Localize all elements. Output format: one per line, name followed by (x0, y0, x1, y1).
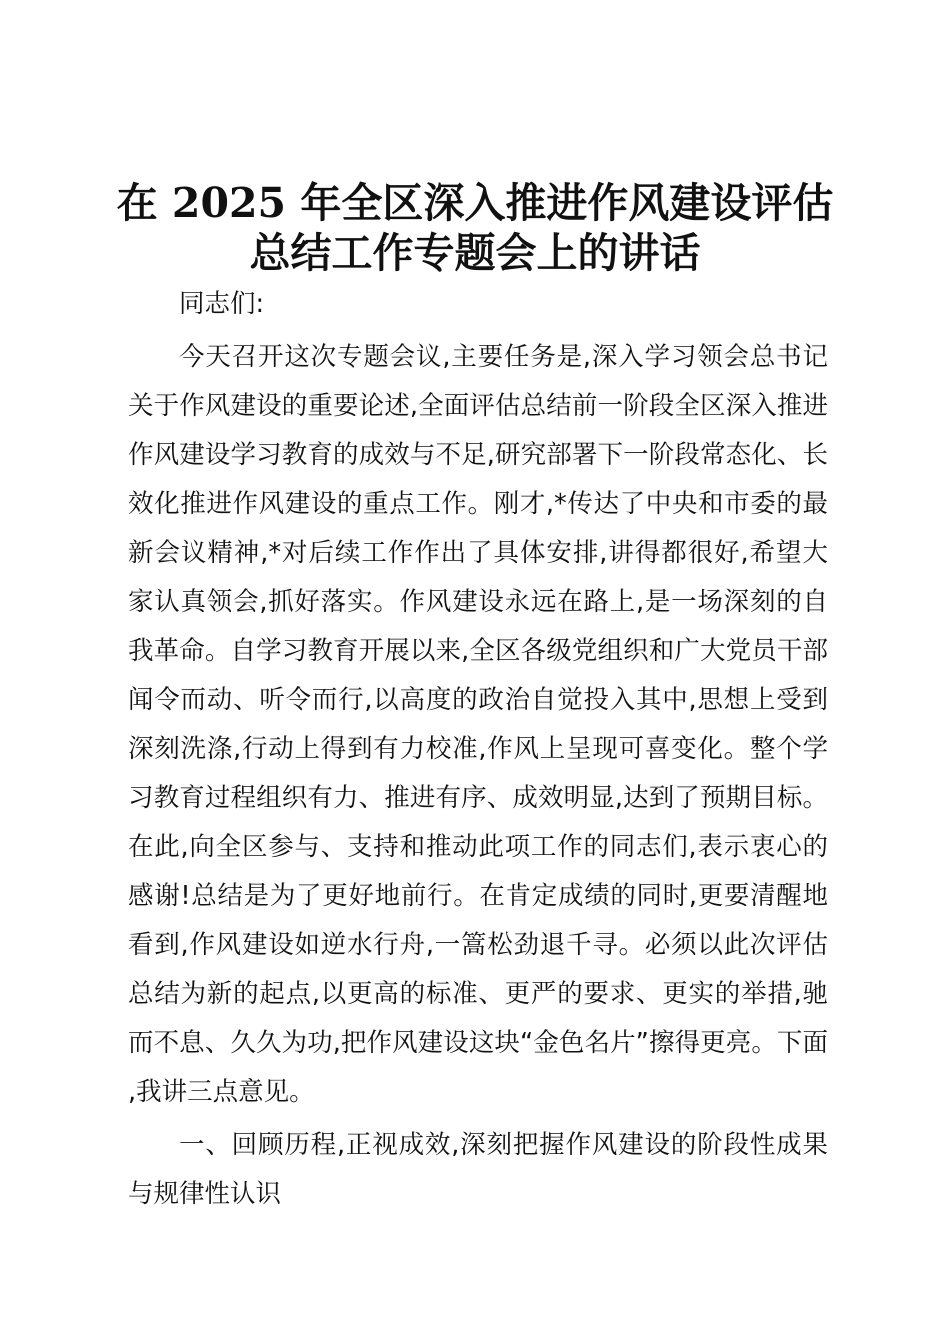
document-body (128, 280, 828, 1219)
salutation: 同志们: (179, 289, 265, 319)
title-line-1: 在 2025 年全区深入推进作风建设评估 (116, 179, 834, 227)
opening-paragraph: 今天召开这次专题会议,主要任务是,深入学习领会总书记关于作风建设的重要论述,全面评估总结前一阶段全区深入推进作风建设学习教育的成效与不足,研究部署下一阶段常态化、长效化推进作风建设的重点工作。刚才,*传达了中央和市委的最新会议精神,*对后续工作作出了具体安排,讲得都很好,希望大家认真领会,抓好落实。作风建设永远在路上,是一场深刻的自我革命。自学习教育开展以来,全区各级党组织和广大党员干部闻令而动、听令而行,以高度的政治自觉投入其中,思想上受到深刻洗涤,行动上得到有力校准,作风上呈现可喜变化。整个学习教育过程组织有力、推进有序、成效明显,达到了预期目标。在此,向全区参与、支持和推动此项工作的同志们,表示衷心的感谢!总结是为了更好地前行。在肯定成绩的同时,更要清醒地看到,作风建设如逆水行舟,一篙松劲退千寻。必须以此次评估总结为新的起点,以更高的标准、更严的要求、更实的举措,驰而不息、久久为功,把作风建设这块“金色名片”擦得更亮。下面,我讲三点意见。 (128, 342, 828, 1107)
document-title (100, 178, 850, 278)
title-line-2: 总结工作专题会上的讲话 (249, 229, 701, 277)
section-heading-1: 一、回顾历程,正视成效,深刻把握作风建设的阶段性成果与规律性认识 (128, 1130, 828, 1209)
